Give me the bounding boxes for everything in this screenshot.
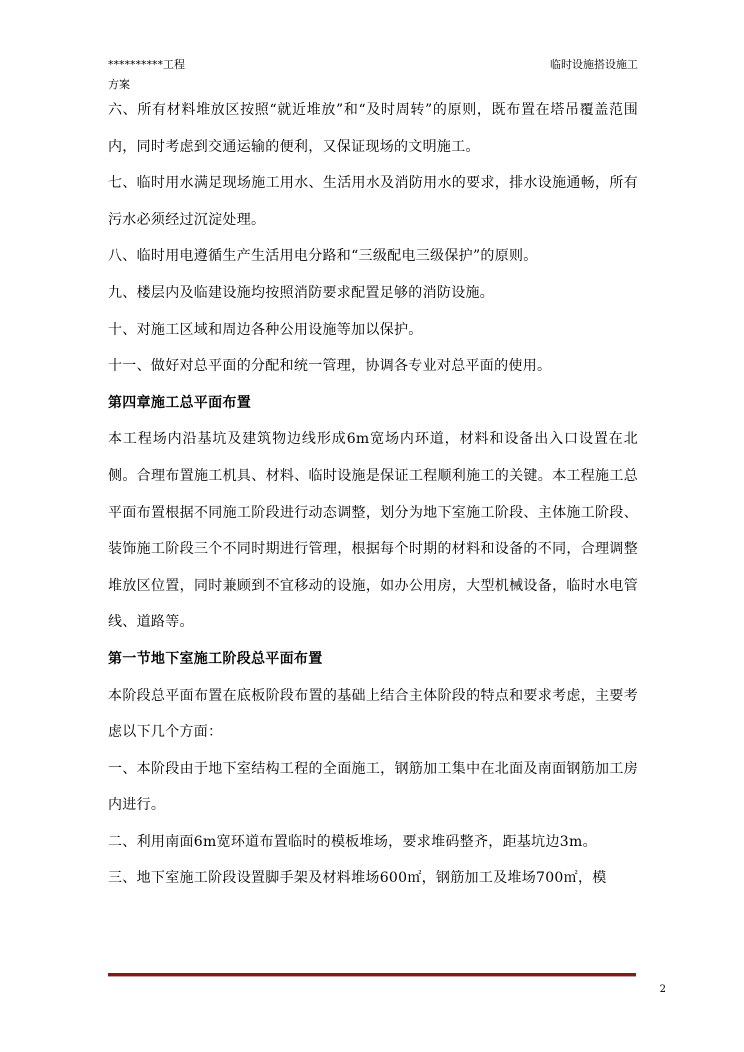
section-heading: 第一节地下室施工阶段总平面布置 — [108, 650, 323, 667]
paragraph-item-10: 十、对施工区域和周边各种公用设施等加以保护。 — [108, 321, 423, 338]
section-item-2: 二、利用南面6m宽环道布置临时的模板堆场，要求堆码整齐，距基坑边3m。 — [108, 833, 597, 850]
section-intro-paragraph: 本阶段总平面布置在底板阶段布置的基础上结合主体阶段的特点和要求考虑，主要考虑以下几个方面： — [108, 687, 638, 741]
paragraph-item-7: 七、临时用水满足现场施工用水、生活用水及消防用水的要求，排水设施通畅，所有污水必须经过沉淀处理。 — [108, 175, 638, 228]
page-number: 2 — [659, 984, 666, 995]
paragraph-item-8: 八、临时用电遵循生产生活用电分路和“三级配电三级保护”的原则。 — [108, 248, 538, 265]
header-project-name: **********工程 — [108, 58, 185, 71]
paragraph-item-11: 十一、做好对总平面的分配和统一管理，协调各专业对总平面的使用。 — [108, 358, 552, 375]
section-item-1: 一、本阶段由于地下室结构工程的全面施工，钢筋加工集中在北面及南面钢筋加工房内进行。 — [108, 760, 638, 814]
paragraph-item-9: 九、楼层内及临建设施均按照消防要求配置足够的消防设施。 — [108, 284, 495, 301]
header-project-name-line2: 方案 — [108, 78, 130, 91]
document-body — [108, 92, 638, 897]
header-doc-title: 临时设施搭设施工 — [550, 58, 638, 71]
section-item-3: 三、地下室施工阶段设置脚手架及材料堆场600㎡，钢筋加工及堆场700㎡，模 — [108, 870, 607, 887]
chapter-intro-paragraph: 本工程场内沿基坑及建筑物边线形成6m宽场内环道，材料和设备出入口设置在北侧。合理布置施工机具、材料、临时设施是保证工程顺利施工的关键。本工程施工总平面布置根据不同施工阶段进行动态调整，划分为地下室施工阶段、主体施工阶段、装饰施工阶段三个不同时期进行管理，根据每个时期的材料和设备的不同，合理调整堆放区位置，同时兼顾到不宜移动的设施，如办公用房，大型机械设备，临时水电管线、道路等。 — [108, 431, 638, 631]
chapter-heading: 第四章施工总平面布置 — [108, 394, 251, 411]
footer-divider — [108, 973, 636, 977]
paragraph-item-6: 六、所有材料堆放区按照“就近堆放”和“及时周转”的原则，既布置在塔吊覆盖范围内，同时考虑到交通运输的便利，又保证现场的文明施工。 — [108, 102, 638, 155]
